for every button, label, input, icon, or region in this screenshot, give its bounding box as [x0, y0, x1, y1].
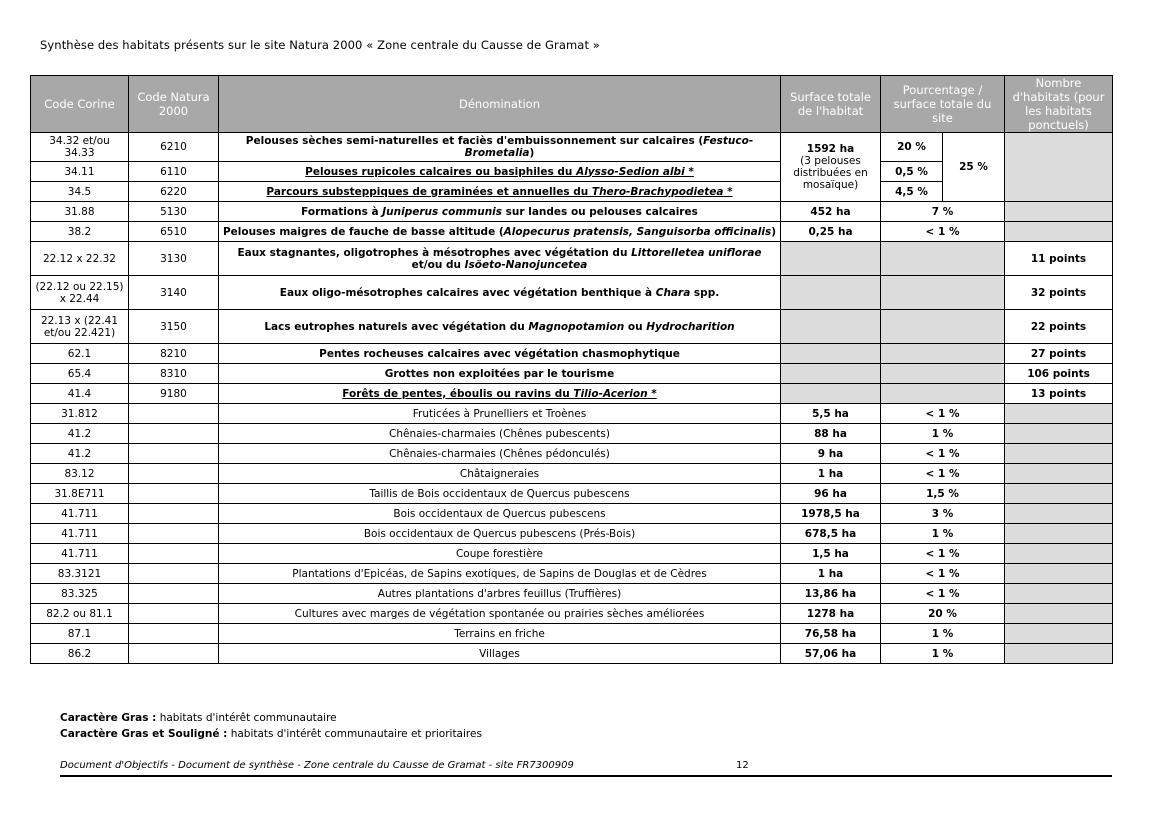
cell-denomination: Formations à Juniperus communis sur landes ou pelouses calcaires: [219, 202, 781, 222]
cell-nombre-empty: [1005, 524, 1113, 544]
legend-bold-underline: Caractère Gras et Souligné : habitats d'intérêt communautaire et prioritaires: [60, 728, 482, 740]
cell-percentage-empty: [881, 384, 1005, 404]
cell-corine: 38.2: [31, 222, 129, 242]
cell-percentage-empty: [881, 276, 1005, 310]
cell-denomination: Terrains en friche: [219, 624, 781, 644]
cell-corine: 34.32 et/ou 34.33: [31, 133, 129, 162]
table-row: [31, 310, 1113, 344]
cell-denomination: Cultures avec marges de végétation spontanée ou prairies sèches améliorées: [219, 604, 781, 624]
cell-denomination: Parcours substeppiques de graminées et annuelles du Thero-Brachypodietea *: [219, 182, 781, 202]
cell-percentage: 20 %: [881, 604, 1005, 624]
habitats-table: [30, 75, 1113, 664]
table-row: [31, 202, 1113, 222]
cell-surface: 1,5 ha: [781, 544, 881, 564]
header-surface: Surface totale de l'habitat: [781, 76, 881, 133]
cell-corine: 41.2: [31, 444, 129, 464]
table-row: [31, 604, 1113, 624]
cell-natura: [129, 484, 219, 504]
cell-nombre-empty: [1005, 564, 1113, 584]
cell-natura: 9180: [129, 384, 219, 404]
cell-surface: 76,58 ha: [781, 624, 881, 644]
cell-corine: 83.3121: [31, 564, 129, 584]
cell-group-percentage: 25 %: [943, 133, 1005, 202]
cell-denomination: Forêts de pentes, éboulis ou ravins du Tilio-Acerion *: [219, 384, 781, 404]
cell-denomination: Taillis de Bois occidentaux de Quercus pubescens: [219, 484, 781, 504]
cell-surface-empty: [781, 242, 881, 276]
table-row: [31, 404, 1113, 424]
cell-denomination: Autres plantations d'arbres feuillus (Truffières): [219, 584, 781, 604]
cell-denomination: Pentes rocheuses calcaires avec végétation chasmophytique: [219, 344, 781, 364]
table-row: [31, 242, 1113, 276]
cell-percentage-empty: [881, 364, 1005, 384]
cell-natura: 6110: [129, 162, 219, 182]
cell-denomination: Châtaigneraies: [219, 464, 781, 484]
cell-surface: 1 ha: [781, 464, 881, 484]
cell-natura: 8310: [129, 364, 219, 384]
cell-corine: 62.1: [31, 344, 129, 364]
cell-denomination: Pelouses rupicoles calcaires ou basiphiles du Alysso-Sedion albi *: [219, 162, 781, 182]
cell-percentage: < 1 %: [881, 222, 1005, 242]
footer-rule: [60, 775, 1112, 777]
table-row: [31, 384, 1113, 404]
cell-percentage: < 1 %: [881, 544, 1005, 564]
cell-nombre-empty: [1005, 624, 1113, 644]
cell-denomination: Villages: [219, 644, 781, 664]
cell-natura: [129, 544, 219, 564]
cell-corine: 41.711: [31, 544, 129, 564]
cell-corine: 87.1: [31, 624, 129, 644]
cell-percentage-empty: [881, 310, 1005, 344]
header-nombre: Nombre d'habitats (pour les habitats ponctuels): [1005, 76, 1113, 133]
cell-nombre: 27 points: [1005, 344, 1113, 364]
cell-surface: 5,5 ha: [781, 404, 881, 424]
cell-nombre: 13 points: [1005, 384, 1113, 404]
table-row: [31, 444, 1113, 464]
table-row: [31, 364, 1113, 384]
cell-corine: 41.711: [31, 504, 129, 524]
table-row: [31, 544, 1113, 564]
cell-percentage: 1 %: [881, 644, 1005, 664]
table-row: [31, 344, 1113, 364]
cell-corine: 83.325: [31, 584, 129, 604]
cell-natura: [129, 564, 219, 584]
cell-nombre-empty: [1005, 424, 1113, 444]
cell-percentage: 1 %: [881, 524, 1005, 544]
table-row: [31, 504, 1113, 524]
cell-nombre: 32 points: [1005, 276, 1113, 310]
cell-nombre-empty: [1005, 604, 1113, 624]
cell-natura: [129, 644, 219, 664]
header-denomination: Dénomination: [219, 76, 781, 133]
cell-corine: 41.4: [31, 384, 129, 404]
table-row: [31, 133, 1113, 162]
cell-surface-empty: [781, 364, 881, 384]
table-row: [31, 276, 1113, 310]
cell-nombre-empty: [1005, 222, 1113, 242]
cell-surface: 88 ha: [781, 424, 881, 444]
cell-percentage: < 1 %: [881, 584, 1005, 604]
cell-natura: 3130: [129, 242, 219, 276]
cell-percentage: < 1 %: [881, 464, 1005, 484]
legend-bold: Caractère Gras : habitats d'intérêt communautaire: [60, 712, 337, 724]
table-row: [31, 644, 1113, 664]
cell-corine: 22.13 x (22.41 et/ou 22.421): [31, 310, 129, 344]
cell-denomination: Bois occidentaux de Quercus pubescens: [219, 504, 781, 524]
cell-percentage: 20 %: [881, 133, 943, 162]
cell-denomination: Chênaies-charmaies (Chênes pédonculés): [219, 444, 781, 464]
cell-surface-empty: [781, 384, 881, 404]
cell-nombre-empty: [1005, 464, 1113, 484]
cell-percentage-empty: [881, 344, 1005, 364]
cell-nombre-empty: [1005, 444, 1113, 464]
cell-percentage: 4,5 %: [881, 182, 943, 202]
cell-denomination: Grottes non exploitées par le tourisme: [219, 364, 781, 384]
table-row: [31, 464, 1113, 484]
cell-natura: 3140: [129, 276, 219, 310]
cell-denomination: Chênaies-charmaies (Chênes pubescents): [219, 424, 781, 444]
cell-surface-empty: [781, 310, 881, 344]
cell-corine: 31.812: [31, 404, 129, 424]
cell-percentage: 7 %: [881, 202, 1005, 222]
header-code-natura: Code Natura 2000: [129, 76, 219, 133]
cell-nombre-empty: [1005, 404, 1113, 424]
table-row: [31, 564, 1113, 584]
table-row: [31, 584, 1113, 604]
cell-surface-empty: [781, 276, 881, 310]
cell-percentage-empty: [881, 242, 1005, 276]
cell-surface: 452 ha: [781, 202, 881, 222]
cell-percentage: 0,5 %: [881, 162, 943, 182]
cell-corine: 31.8E711: [31, 484, 129, 504]
cell-nombre-empty: [1005, 644, 1113, 664]
cell-denomination: Pelouses maigres de fauche de basse altitude (Alopecurus pratensis, Sanguisorba officinalis): [219, 222, 781, 242]
cell-surface: 1978,5 ha: [781, 504, 881, 524]
cell-surface: 1 ha: [781, 564, 881, 584]
page-number: 12: [736, 760, 749, 771]
cell-surface-empty: [781, 344, 881, 364]
cell-natura: [129, 404, 219, 424]
cell-surface-group: 1592 ha (3 pelouses distribuées en mosaïque): [781, 133, 881, 202]
cell-surface: 1278 ha: [781, 604, 881, 624]
cell-natura: [129, 464, 219, 484]
cell-denomination: Plantations d'Epicéas, de Sapins exotiques, de Sapins de Douglas et de Cèdres: [219, 564, 781, 584]
cell-corine: 31.88: [31, 202, 129, 222]
cell-corine: 83.12: [31, 464, 129, 484]
table-row: [31, 624, 1113, 644]
cell-corine: 22.12 x 22.32: [31, 242, 129, 276]
table-row: [31, 424, 1113, 444]
cell-nombre-empty: [1005, 484, 1113, 504]
cell-percentage: 1 %: [881, 424, 1005, 444]
cell-natura: [129, 584, 219, 604]
cell-nombre-empty: [1005, 544, 1113, 564]
cell-nombre-empty: [1005, 133, 1113, 202]
cell-natura: 8210: [129, 344, 219, 364]
cell-corine: 34.5: [31, 182, 129, 202]
cell-corine: 82.2 ou 81.1: [31, 604, 129, 624]
cell-percentage: < 1 %: [881, 444, 1005, 464]
cell-nombre-empty: [1005, 584, 1113, 604]
cell-natura: 3150: [129, 310, 219, 344]
cell-surface: 57,06 ha: [781, 644, 881, 664]
cell-denomination: Coupe forestière: [219, 544, 781, 564]
cell-denomination: Eaux stagnantes, oligotrophes à mésotrophes avec végétation du Littorelletea uniflorae et/ou du Isöeto-Nanojuncetea: [219, 242, 781, 276]
cell-natura: 5130: [129, 202, 219, 222]
cell-nombre-empty: [1005, 202, 1113, 222]
cell-denomination: Bois occidentaux de Quercus pubescens (Prés-Bois): [219, 524, 781, 544]
cell-corine: 86.2: [31, 644, 129, 664]
cell-natura: [129, 444, 219, 464]
cell-natura: 6510: [129, 222, 219, 242]
cell-natura: 6220: [129, 182, 219, 202]
cell-surface: 0,25 ha: [781, 222, 881, 242]
cell-percentage: 3 %: [881, 504, 1005, 524]
cell-natura: [129, 604, 219, 624]
table-row: [31, 484, 1113, 504]
table-row: [31, 222, 1113, 242]
cell-nombre: 106 points: [1005, 364, 1113, 384]
cell-natura: [129, 624, 219, 644]
cell-corine: (22.12 ou 22.15) x 22.44: [31, 276, 129, 310]
cell-corine: 41.711: [31, 524, 129, 544]
header-pourcentage: Pourcentage / surface totale du site: [881, 76, 1005, 133]
cell-surface: 678,5 ha: [781, 524, 881, 544]
cell-natura: 6210: [129, 133, 219, 162]
cell-nombre-empty: [1005, 504, 1113, 524]
cell-percentage: 1 %: [881, 624, 1005, 644]
table-header-row: [31, 76, 1113, 133]
cell-corine: 65.4: [31, 364, 129, 384]
cell-surface: 13,86 ha: [781, 584, 881, 604]
document-title: Synthèse des habitats présents sur le site Natura 2000 « Zone centrale du Causse de Gramat »: [40, 38, 600, 52]
header-code-corine: Code Corine: [31, 76, 129, 133]
cell-denomination: Eaux oligo-mésotrophes calcaires avec végétation benthique à Chara spp.: [219, 276, 781, 310]
cell-percentage: 1,5 %: [881, 484, 1005, 504]
cell-nombre: 11 points: [1005, 242, 1113, 276]
cell-natura: [129, 524, 219, 544]
cell-percentage: < 1 %: [881, 564, 1005, 584]
cell-denomination: Fruticées à Prunelliers et Troènes: [219, 404, 781, 424]
cell-nombre: 22 points: [1005, 310, 1113, 344]
cell-surface: 96 ha: [781, 484, 881, 504]
footer-text: Document d'Objectifs - Document de synthèse - Zone centrale du Causse de Gramat - site FR7300909: [60, 760, 574, 771]
cell-natura: [129, 424, 219, 444]
cell-natura: [129, 504, 219, 524]
cell-percentage: < 1 %: [881, 404, 1005, 424]
cell-denomination: Lacs eutrophes naturels avec végétation du Magnopotamion ou Hydrocharition: [219, 310, 781, 344]
table-row: [31, 524, 1113, 544]
cell-corine: 41.2: [31, 424, 129, 444]
cell-corine: 34.11: [31, 162, 129, 182]
cell-denomination: Pelouses sèches semi-naturelles et faciès d'embuissonnement sur calcaires (Festuco-Brometalia): [219, 133, 781, 162]
cell-surface: 9 ha: [781, 444, 881, 464]
